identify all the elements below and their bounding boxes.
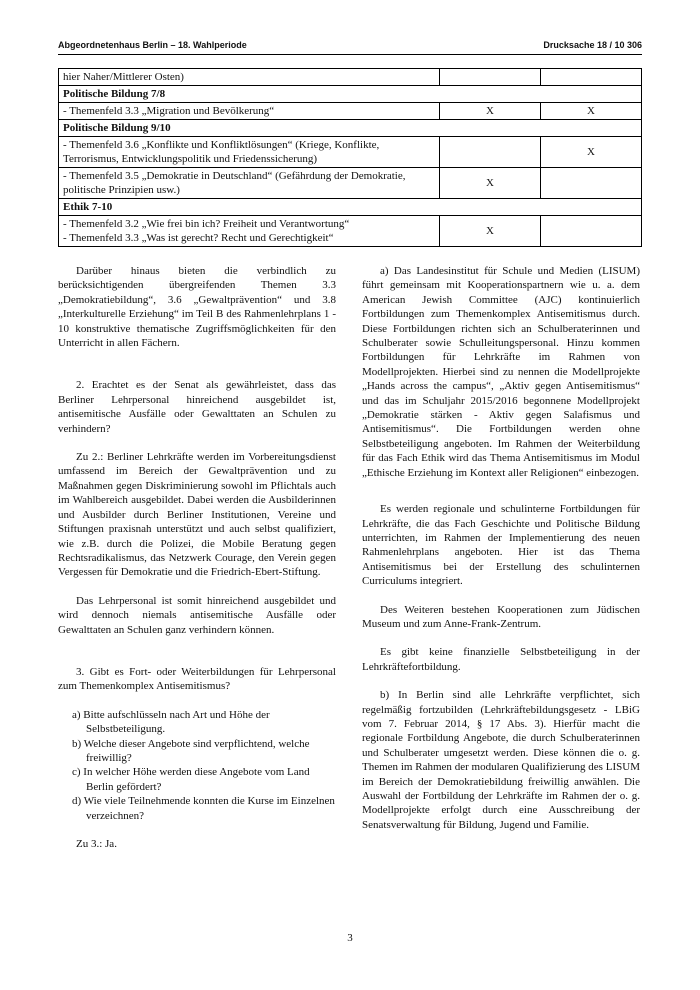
answer-2: Zu 2.: Berliner Lehrkräfte werden im Vorbereitungsdienst umfassend im Bereich der Gewaltprävention und zu Maßnahmen gegen Diskriminierung sowohl im Pflichtals auch im Wahlbereich ausgebildet. Dabei werden die Ausbilderinnen und Ausbilder durch Berliner Institutionen, Vereine und Stiftungen praxisnah unterstützt und auch selbst qualifiziert, wie z.B. durch die Polizei, die Mobile Beratung gegen Rechtsradikalismus, das Netzwerk Courage, den Verein gegen Vergessen für Demokratie und die Friedrich-Ebert-Stiftung. bbox=[58, 451, 336, 579]
table-section-heading: Politische Bildung 7/8 bbox=[59, 86, 642, 103]
table-cell-topic: - Themenfeld 3.3 „Migration und Bevölkerung“ bbox=[59, 103, 440, 120]
table-cell-mark: X bbox=[440, 103, 541, 120]
table-cell-line: - Themenfeld 3.2 „Wie frei bin ich? Freiheit und Verantwortung“ bbox=[63, 218, 350, 230]
question-3-subitems bbox=[58, 708, 336, 823]
table-section-row bbox=[59, 199, 642, 216]
table-cell-mark: X bbox=[440, 168, 541, 199]
table-section-row bbox=[59, 86, 642, 103]
table-cell-mark bbox=[541, 168, 642, 199]
header-document-number: Drucksache 18 / 10 306 bbox=[543, 40, 642, 50]
page-header bbox=[58, 40, 642, 55]
table-section-heading: Ethik 7-10 bbox=[59, 199, 642, 216]
list-item: b) Welche dieser Angebote sind verpflichtend, welche freiwillig? bbox=[72, 737, 310, 764]
list-item: d) Wie viele Teilnehmende konnten die Kurse im Einzelnen verzeichnen? bbox=[72, 795, 335, 822]
table-row bbox=[59, 216, 642, 247]
header-parliament: Abgeordnetenhaus Berlin – 18. Wahlperiode bbox=[58, 40, 247, 50]
right-column bbox=[362, 264, 640, 846]
table-row bbox=[59, 103, 642, 120]
table-cell-mark: X bbox=[541, 103, 642, 120]
table-section-row bbox=[59, 120, 642, 137]
table-row bbox=[59, 69, 642, 86]
table-cell-mark: X bbox=[541, 137, 642, 168]
paragraph: a) Das Landesinstitut für Schule und Medien (LISUM) führt gemeinsam mit Kooperationspartnern wie u. a. dem American Jewish Committee (AJC) kontinuierlich Fortbildungen zum Themenkomplex Antisemitismus durch. Diese Fortbildungen richten sich an Schulberaterinnen und Schulberater sowie Schulleitungspersonal. Hinzu kommen Fortbildungen für Lehrkräfte im Rahmen von Modellprojekten. Hierbei sind zu nennen die Modellprojekte „Hands across the campus“, „Aktiv gegen Antisemitismus“ und das im Schuljahr 2015/2016 begonnene Modellprojekt „Demokratie stärken - Aktiv gegen Salafismus und Antisemitismus“. Die Fortbildungen werden ohne Selbstbeteiligung angeboten. Im Rahmen der Weiterbildung für das Fach Ethik wird das Thema Antisemitismus im Modul „Ethische Erziehung im Kontext aller Religionen“ einbezogen. bbox=[362, 265, 640, 479]
paragraph: b) In Berlin sind alle Lehrkräfte verpflichtet, sich regelmäßig fortzubilden (Lehrkräftebildungsgesetz - LBiG vom 7. Februar 2014, § 17 Abs. 3). Hierfür macht die regionale Fortbildung Angebote, die durch Schulberaterinnen und Schulberater umgesetzt werden. Diese können die o. g. Themen im Rahmen der modularen Qualifizierung des LISUM im Bereich der Demokratiebildung freiwillig anwählen. Die Auswahl der Fortbildung der Lehrkräfte im Rahmen der o. g. Modellprojekte erfolgt durch eine Ausschreibung der Senatsverwaltung für Bildung, Jugend und Familie. bbox=[362, 689, 640, 831]
curriculum-table bbox=[58, 68, 642, 247]
answer-3: Zu 3.: Ja. bbox=[76, 838, 117, 850]
table-row bbox=[59, 137, 642, 168]
table-cell-mark bbox=[541, 216, 642, 247]
paragraph: Darüber hinaus bieten die verbindlich zu berücksichtigenden übergreifenden Themen 3.3 „Demokratiebildung“, 3.6 „Gewaltprävention“ und 3.8 „Interkulturelle Erziehung“ im Teil B des Rahmenlehrplans 1 - 10 konstruktive thematische Zugriffsmöglichkeiten für den Unterricht in allen Fächern. bbox=[58, 265, 336, 350]
table-cell-line: - Themenfeld 3.3 „Was ist gerecht? Recht und Gerechtigkeit“ bbox=[63, 232, 334, 244]
paragraph: Des Weiteren bestehen Kooperationen zum Jüdischen Museum und zum Anne-Frank-Zentrum. bbox=[362, 603, 640, 630]
left-column bbox=[58, 264, 336, 865]
table-cell-mark bbox=[440, 137, 541, 168]
table-cell-mark bbox=[440, 69, 541, 86]
table-row bbox=[59, 168, 642, 199]
table-cell-mark bbox=[541, 69, 642, 86]
paragraph: Es werden regionale und schulinterne Fortbildungen für Lehrkräfte, die das Fach Geschichte und Politische Bildung unterrichten, im Rahmen der Implementierung des neuen Rahmenlehrplans angeboten. Hier ist das Thema Antisemitismus bei der Erstellung des schulinternen Curriculums integriert. bbox=[362, 503, 640, 588]
table-cell-topic bbox=[59, 216, 440, 247]
list-item: c) In welcher Höhe werden diese Angebote vom Land Berlin gefördert? bbox=[72, 766, 310, 793]
table-cell-topic: - Themenfeld 3.5 „Demokratie in Deutschland“ (Gefährdung der Demokratie, politische Prinzipien usw.) bbox=[59, 168, 440, 199]
table-section-heading: Politische Bildung 9/10 bbox=[59, 120, 642, 137]
table-cell-topic: - Themenfeld 3.6 „Konflikte und Konfliktlösungen“ (Kriege, Konflikte, Terrorismus, Entwicklungspolitik und Friedenssicherung) bbox=[59, 137, 440, 168]
paragraph: Es gibt keine finanzielle Selbstbeteiligung in der Lehrkräftefortbildung. bbox=[362, 646, 640, 673]
table-cell-mark: X bbox=[440, 216, 541, 247]
list-item: a) Bitte aufschlüsseln nach Art und Höhe der Selbstbeteiligung. bbox=[72, 708, 270, 736]
question-3: 3. Gibt es Fort- oder Weiterbildungen für Lehrpersonal zum Themenkomplex Antisemitismus? bbox=[58, 665, 336, 693]
table-cell-topic: hier Naher/Mittlerer Osten) bbox=[59, 69, 440, 86]
paragraph: Das Lehrpersonal ist somit hinreichend ausgebildet und wird dennoch niemals antisemitische Ausfälle oder Gewalttaten an Schulen ganz verhindern können. bbox=[58, 594, 336, 636]
page-number: 3 bbox=[347, 932, 353, 944]
question-2: 2. Erachtet es der Senat als gewährleistet, dass das Berliner Lehrpersonal hinreichend ausgebildet ist, antisemitische Ausfälle oder Gewalttaten an Schulen zu verhindern? bbox=[58, 379, 336, 435]
